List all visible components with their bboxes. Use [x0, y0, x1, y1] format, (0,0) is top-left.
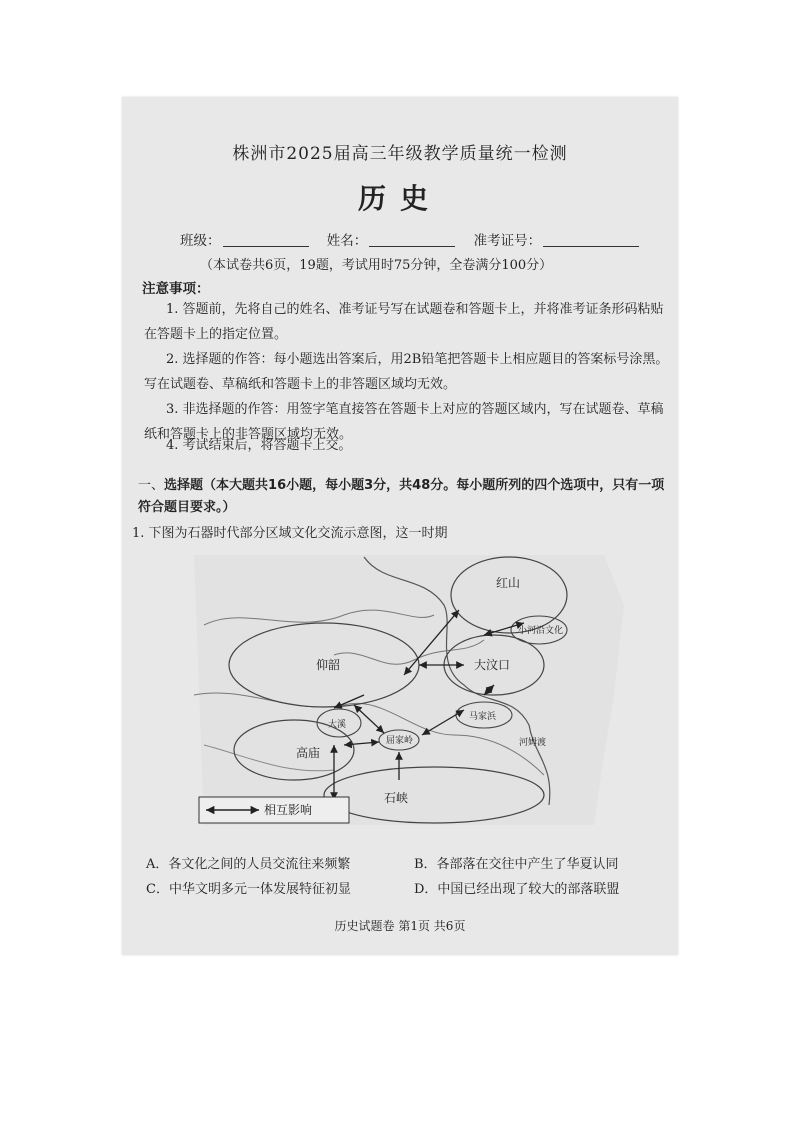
class-label: 班级：: [180, 233, 221, 249]
page-footer: 历史试题卷 第1页 共6页: [334, 919, 466, 933]
section-heading: 一、选择题（本大题共16小题，每小题3分，共48分。每小题所列的四个选项中，只有一项符合题目要求。）: [138, 478, 665, 515]
option-c[interactable]: C．中华文明多元一体发展特征初显: [146, 882, 351, 897]
label-yangshao: 仰韶: [316, 658, 341, 672]
option-a[interactable]: A．各文化之间的人员交流往来频繁: [146, 857, 351, 872]
label-dawenkou: 大汶口: [474, 658, 511, 672]
label-hongshan: 红山: [496, 576, 521, 590]
legend-label: 相互影响: [264, 803, 313, 817]
class-blank[interactable]: [223, 246, 309, 247]
notice-heading: 注意事项：: [142, 281, 210, 297]
option-d[interactable]: D．中国已经出现了较大的部落联盟: [414, 882, 620, 897]
subject-title: 历史: [357, 182, 442, 215]
exam-info: （本试卷共6页，19题，考试用时75分钟，全卷满分100分）: [200, 258, 553, 273]
name-blank[interactable]: [369, 246, 455, 247]
label-qujialing: 屈家岭: [386, 736, 414, 746]
label-majiabang: 马家浜: [469, 712, 497, 722]
label-shixia: 石峡: [384, 791, 409, 805]
name-label: 姓名：: [326, 233, 368, 249]
exam-paper: [122, 97, 678, 955]
notice-item: 1. 答题前，先将自己的姓名、准考证号写在试题卷和答题卡上，并将准考证条形码粘贴在答题卡上的指定位置。: [144, 302, 664, 342]
culture-exchange-map: [184, 545, 624, 845]
label-gaomiao: 高庙: [296, 746, 321, 760]
id-blank[interactable]: [543, 246, 639, 247]
notice-item: 4. 考试结束后，将答题卡上交。: [166, 438, 352, 453]
student-info-row: [180, 229, 653, 249]
label-hemudu: 河姆渡: [519, 738, 547, 748]
question-1-stem: 1. 下图为石器时代部分区域文化交流示意图，这一时期: [132, 526, 448, 541]
notice-item: 3. 非选择题的作答：用签字笔直接答在答题卡上对应的答题区域内，写在试题卷、草稿纸和答题卡上的非答题区域均无效。: [144, 402, 664, 442]
option-b[interactable]: B．各部落在交往中产生了华夏认同: [414, 857, 619, 872]
label-dahuai: 大溪: [328, 720, 347, 730]
id-label: 准考证号：: [473, 233, 542, 249]
label-xiaoheyan: 小河沿文化: [518, 626, 564, 636]
notice-item: 2. 选择题的作答：每小题选出答案后，用2B铅笔把答题卡上相应题目的答案标号涂黑。写在试题卷、草稿纸和答题卡上的非答题区域均无效。: [144, 352, 669, 392]
exam-title: 株洲市2025届高三年级教学质量统一检测: [232, 144, 568, 164]
